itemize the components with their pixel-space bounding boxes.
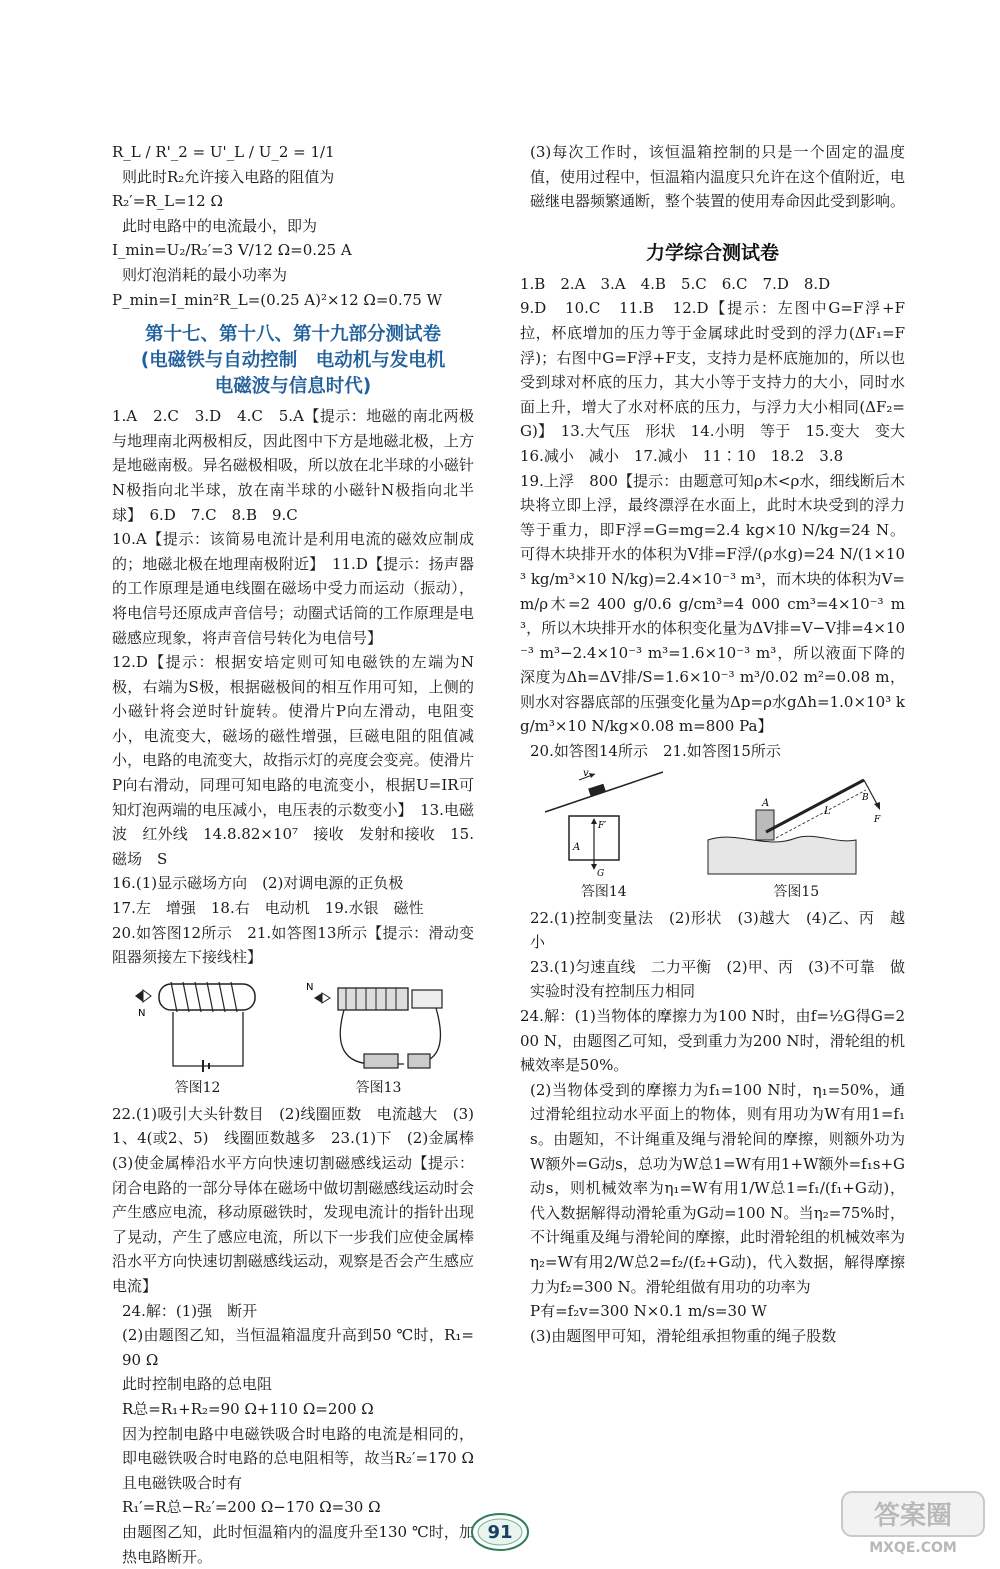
paragraph: 17.左 增强 18.右 电动机 19.水银 磁性 — [112, 899, 424, 918]
figure-13 — [304, 976, 454, 1098]
figure-caption: 答图13 — [355, 1079, 402, 1096]
left-block-1 — [112, 140, 474, 312]
paragraph: 22.(1)控制变量法 (2)形状 (3)越大 (4)乙、丙 越小 — [530, 908, 905, 952]
svg-text:答案圈: 答案圈 — [873, 1501, 953, 1531]
ground-shape — [708, 836, 856, 874]
page-number-badge — [465, 1510, 535, 1554]
incline-line — [545, 769, 663, 812]
right-block-1 — [520, 140, 905, 214]
figure-row-14-15 — [520, 770, 905, 902]
paragraph: (2)当物体受到的摩擦力为f₁=100 N时，η₁=50%，通过滑轮组拉动水平面上的物体，则有用功为W有用1=f₁s。由题知，不计绳重及绳与滑轮间的摩擦，则额外功为W额外=G动s，总功为W总1=W有用1+W额外=f₁s+G动s，则机械效率为η₁=W有用1/W总1=f₁/(f₁+G动)，代入数据解得动滑轮重为G动=100 N。当η₂=75%时，不计绳重及绳与滑轮间的摩擦，此时滑轮组的机械效率为η₂=W有用2/W总2=f₂/(f₂+G动)，代入数据，解得摩擦力为f₂=300 N。滑轮组做有用功的功率为 — [530, 1080, 906, 1296]
paragraph: 16.(1)显示磁场方向 (2)对调电源的正负极 — [112, 874, 404, 893]
paragraph: P有=f₂v=300 N×0.1 m/s=30 W — [530, 1302, 767, 1321]
paragraph: 20.如答图12所示 21.如答图13所示【提示：滑动变阻器须接左下接线柱】 — [112, 923, 474, 967]
compass-needle-icon — [135, 990, 143, 1002]
paragraph: R₁′=R总−R₂′=200 Ω−170 Ω=30 Ω — [122, 1498, 381, 1517]
paragraph: R_L / R'_2 = U'_L / U_2 = 1/1 — [112, 143, 335, 161]
left-block-2 — [112, 404, 474, 970]
paragraph: 24.解：(1)强 断开 — [122, 1301, 258, 1320]
paragraph: 10.A【提示：该简易电流计是利用电流的磁效应制成的；地磁北极在地理南极附近】 11.D【提示：扬声器的工作原理是通电线圈在磁场中受力而运动（振动），将电信号还原成声音信号；动圈式话筒的工作原理是电磁感应现象，将声音信号转化为电信号】 — [112, 530, 474, 647]
watermark-logo — [838, 1488, 988, 1558]
label-f: F′ — [597, 820, 607, 831]
paragraph: 1.B 2.A 3.A 4.B 5.C 6.C 7.D 8.D — [520, 274, 831, 293]
paragraph: R总=R₁+R₂=90 Ω+110 Ω=200 Ω — [122, 1399, 374, 1418]
paragraph: 则灯泡消耗的最小功率为 — [122, 265, 288, 284]
compass-needle-icon — [314, 993, 322, 1003]
paragraph: 12.D【提示：根据安培定则可知电磁铁的左端为N极，右端为S极，根据磁极间的相互作用可知，上侧的小磁针将会逆时针旋转。使滑片P向左滑动，电阻变小，电流变大，磁场的磁性增强，巨磁电阻的阻值减小，电路的电流变大，故指示灯的亮度会变亮。使滑片P向右滑动，同理可知电路的电流变小，根据U=IR可知灯泡两端的电压减小，电压表的示数变小】 13.电磁波 红外线 14.8.82×10⁷ 接收 发射和接收 15.磁场 S — [112, 653, 474, 868]
circuit-sketch-diagram — [304, 976, 454, 1076]
paragraph: 24.解：(1)当物体的摩擦力为100 N时，由f=½G得G=200 N，由题图乙可知，受到重力为200 N时，滑轮组的机械效率是50%。 — [520, 1007, 905, 1075]
label-g: G — [596, 868, 604, 879]
figure-12 — [133, 976, 263, 1098]
paragraph: 此时电路中的电流最小，即为 — [122, 216, 318, 235]
figure-caption: 答图14 — [580, 883, 627, 900]
paragraph: (3)每次工作时，该恒温箱控制的只是一个固定的温度值，使用过程中，恒温箱内温度只允许在这个值附近，电磁继电器频繁通断，整个装置的使用寿命因此受到影响。 — [530, 143, 906, 211]
right-block-3 — [520, 906, 905, 1349]
paragraph: 则此时R₂允许接入电路的阻值为 — [122, 167, 335, 186]
label-b: B — [862, 792, 869, 803]
rheostat-icon — [412, 990, 442, 1008]
lever-bar — [766, 780, 864, 832]
right-column — [520, 140, 921, 1348]
electromagnet-coil — [338, 988, 408, 1010]
label-a: A — [572, 841, 580, 853]
battery-icon — [364, 1054, 398, 1068]
coil-windings — [171, 982, 237, 1012]
paragraph: 22.(1)吸引大头针数目 (2)线圈匝数 电流越大 (3)1、4(或2、5) 线圈匝数越多 23.(1)下 (2)金属棒 (3)使金属棒沿水平方向快速切割磁感线运动【提示：闭合电路的一部分导体在磁场中做切割磁感线运动时会产生感应电流，移动原磁铁时，发现电流计的指针出现了晃动，产生了感应电流，所以下一步我们应使金属棒沿水平方向快速切割磁感线运动，观察是否会产生感应电流】 — [112, 1104, 490, 1295]
paragraph: 由题图乙知，此时恒温箱内的温度升至130 ℃时，加热电路断开。 — [122, 1522, 474, 1566]
paragraph: 9.D 10.C 11.B 12.D【提示：左图中G=F浮+F拉，杯底增加的压力等于金属球此时受到的浮力(ΔF₁=F浮)；右图中G=F浮+F支，支持力是杯底施加的，所以也受到球对杯底的压力，其大小等于支持力的大小，同时水面上升，增大了水对杯底的压力，与浮力大小相同(ΔF₂=G)】 13.大气压 形状 14.小明 等于 15.变大 变大 16.减小 减小 17.减小 11∶10 18.2 3.8 — [520, 299, 921, 465]
paragraph: (3)由题图甲可知，滑轮组承担物重的绳子股数 — [530, 1326, 837, 1345]
page-number: 91 — [487, 1521, 513, 1543]
figure-15 — [706, 770, 886, 902]
paragraph: I_min=U₂/R₂′=3 V/12 Ω=0.25 A — [112, 241, 352, 260]
paragraph: 20.如答图14所示 21.如答图15所示 — [530, 742, 781, 761]
section-title-line: 电磁波与信息时代) — [214, 376, 372, 398]
figure-14 — [539, 770, 669, 902]
figure-caption: 答图12 — [174, 1079, 221, 1096]
lever-diagram — [706, 770, 886, 880]
label-l: L — [824, 805, 831, 817]
label-n: N — [305, 981, 313, 993]
paragraph: 23.(1)匀速直线 二力平衡 (2)甲、丙 (3)不可靠 做实验时没有控制压力相同 — [530, 957, 905, 1001]
right-block-2 — [520, 272, 921, 764]
paragraph: P_min=I_min²R_L=(0.25 A)²×12 Ω=0.75 W — [112, 290, 443, 309]
paragraph: R₂′=R_L=12 Ω — [112, 192, 223, 211]
label-f: F — [874, 814, 881, 825]
section-title-line: 第十七、第十八、第十九部分测试卷 — [144, 324, 441, 346]
figure-row-12-13 — [112, 976, 474, 1098]
figure-caption: 答图15 — [773, 883, 820, 900]
electromagnet-diagram — [133, 976, 263, 1076]
section-title-line: (电磁铁与自动控制 电动机与发电机 — [140, 350, 446, 372]
label-v: v — [582, 769, 589, 779]
paragraph: 此时控制电路的总电阻 — [122, 1375, 273, 1394]
left-block-3 — [112, 1102, 490, 1569]
svg-text:MXQE.COM: MXQE.COM — [869, 1540, 957, 1556]
force-arrow-icon — [874, 802, 880, 810]
left-column — [112, 140, 490, 1569]
section-title-mechanics: 力学综合测试卷 — [645, 241, 779, 264]
rail-icon — [756, 810, 774, 840]
section-title-electromagnetism — [112, 322, 474, 400]
label-a: A — [762, 797, 770, 809]
floating-box-diagram — [539, 770, 669, 880]
circuit-wire — [173, 1012, 243, 1066]
label-n: N — [137, 1007, 145, 1019]
paragraph: (2)由题图乙知，当恒温箱温度升高到50 ℃时，R₁=90 Ω — [122, 1326, 474, 1369]
paragraph: 1.A 2.C 3.D 4.C 5.A【提示：地磁的南北两极与地理南北两极相反，因此图中下方是地磁北极，上方是地磁南极。异名磁极相吸，所以放在北半球的小磁针N极指向北半球，放在南半球的小磁针N极指向北半球】 6.D 7.C 8.B 9.C — [112, 407, 474, 524]
switch-icon — [408, 1054, 430, 1068]
paragraph: 19.上浮 800【提示：由题意可知ρ木<ρ水，细线断后木块将立即上浮，最终漂浮在水面上，此时木块受到的浮力等于重力，即F浮=G=mg=2.4 kg×10 N/kg=24 N。可得木块排开水的体积为V排=F浮/(ρ水g)=24 N/(1×10³ kg/m³×10 N/kg)=2.4×10⁻³ m³，而木块的体积为V=m/ρ木=2 400 g/0.6 g/cm³=4 000 cm³=4×10⁻³ m³，所以木块排开水的体积变化量为ΔV排=V−V排=4×10⁻³ m³−2.4×10⁻³ m³=1.6×10⁻³ m³，所以液面下降的深度为Δh=ΔV排/S=1.6×10⁻³ m³/0.02 m²=0.08 m，则水对容器底部的压强变化量为Δp=ρ水gΔh=1.0×10³ kg/m³×10 N/kg×0.08 m=800 Pa】 — [520, 471, 905, 736]
force-arrow-icon — [591, 818, 597, 824]
paragraph: 因为控制电路中电磁铁吸合时电路的电流是相同的，即电磁铁吸合时电路的总电阻相等，故当R₂′=170 Ω且电磁铁吸合时有 — [122, 1424, 474, 1492]
